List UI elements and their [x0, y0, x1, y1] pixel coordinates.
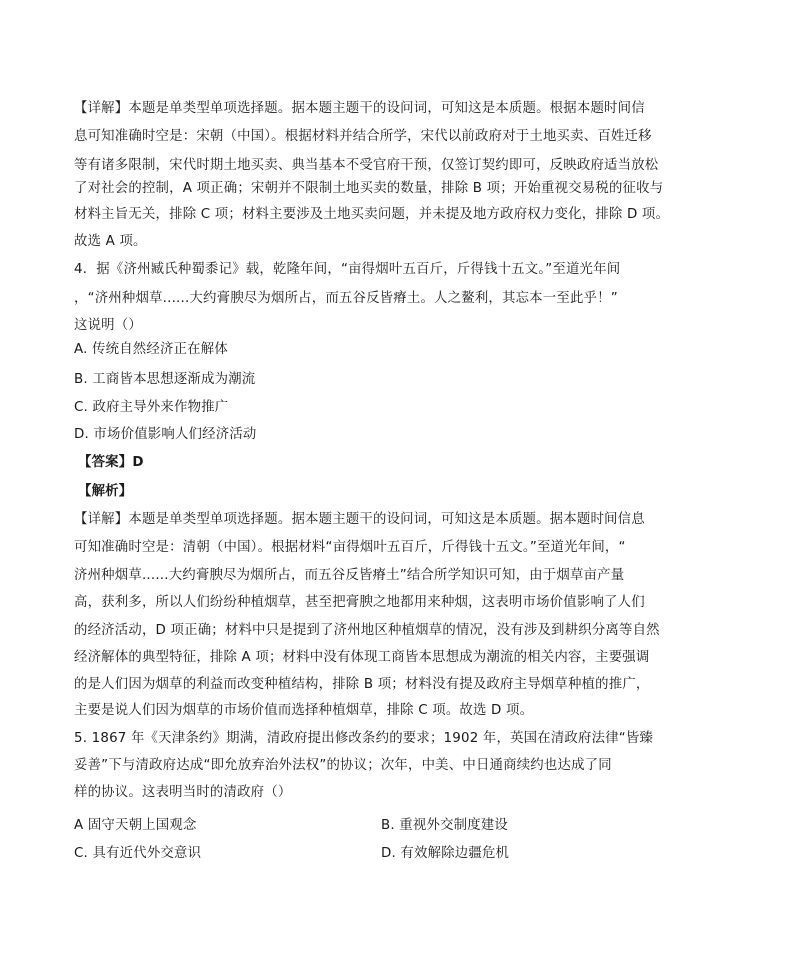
q4-option-b: B. 工商皆本思想逐渐成为潮流: [74, 372, 256, 387]
q3-detail-line: 等有诸多限制，宋代时期土地买卖、典当基本不受官府干预，仅签订契约即可，反映政府适当放松: [74, 158, 659, 173]
q4-detail-line: 济州种烟草......大约膏腴尽为烟所占，而五谷反皆瘠土”结合所学知识可知，由于烟草亩产量: [74, 568, 625, 583]
q5-stem-line: 5. 1867 年《天津条约》期满，清政府提出修改条约的要求；1902 年，英国在清政府法律“皆臻: [74, 731, 654, 746]
q4-answer: 【答案】D: [78, 455, 144, 470]
q4-option-d: D. 市场价值影响人们经济活动: [74, 427, 257, 442]
q4-detail-line: 的是人们因为烟草的利益而改变种植结构，排除 B 项；材料没有提及政府主导烟草种植的推广，: [74, 677, 650, 692]
q4-detail-line: 主要是说人们因为烟草的市场价值而选择种植烟草，排除 C 项。故选 D 项。: [74, 703, 534, 718]
q3-detail-line: 材料主旨无关，排除 C 项；材料主要涉及土地买卖问题，并未提及地方政府权力变化，排除 D 项。: [74, 207, 670, 222]
q3-detail-line: 【详解】本题是单类型单项选择题。据本题主题干的设问词，可知这是本质题。根据本题时间信: [74, 101, 645, 116]
q5-option-d: D. 有效解除边疆危机: [381, 846, 510, 861]
q5-stem-line: 妥善”下与清政府达成“即允放弃治外法权”的协议；次年，中美、中日通商续约也达成了同: [74, 758, 612, 773]
q4-detail-line: 经济解体的典型特征，排除 A 项；材料中没有体现工商皆本思想成为潮流的相关内容，主要强调: [74, 650, 650, 665]
q4-stem-line: 4．据《济州臧氏种蜀黍记》载，乾隆年间，“亩得烟叶五百斤，斤得钱十五文。”至道光年间: [74, 262, 621, 277]
q5-option-b: B. 重视外交制度建设: [381, 818, 509, 833]
q4-option-c: C. 政府主导外来作物推广: [74, 400, 229, 415]
q5-option-a: A 固守天朝上国观念: [74, 818, 197, 833]
q4-detail-line: 高，获利多，所以人们纷纷种植烟草，甚至把膏腴之地都用来种烟，这表明市场价值影响了人们: [74, 595, 645, 610]
q3-detail-line: 息可知准确时空是：宋朝（中国）。根据材料并结合所学，宋代以前政府对于土地买卖、百姓迁移: [74, 129, 652, 144]
q3-detail-line: 故选 A 项。: [74, 234, 147, 249]
q4-option-a: A. 传统自然经济正在解体: [74, 342, 228, 357]
q5-stem-line: 样的协议。这表明当时的清政府（）: [74, 785, 292, 800]
q4-detail-line: 可知准确时空是：清朝（中国）。根据材料“亩得烟叶五百斤，斤得钱十五文。”至道光年间，“: [74, 540, 626, 555]
q4-stem-line: ，“济州种烟草......大约膏腴尽为烟所占，而五谷反皆瘠土。人之鳌利，其忘本一至此乎！”: [74, 291, 618, 306]
q5-option-c: C. 具有近代外交意识: [74, 846, 202, 861]
q3-detail-line: 了对社会的控制，A 项正确；宋朝并不限制土地买卖的数量，排除 B 项；开始重视交易税的征收与: [74, 181, 664, 196]
q4-stem-line: 这说明（）: [74, 318, 142, 333]
q4-detail-line: 的经济活动，D 项正确；材料中只是提到了济州地区种植烟草的情况，没有涉及到耕织分离等自然: [74, 623, 660, 638]
q4-detail-line: 【详解】本题是单类型单项选择题。据本题主题干的设问词，可知这是本质题。据本题时间信息: [74, 512, 645, 527]
q4-analysis-heading: 【解析】: [78, 484, 133, 499]
